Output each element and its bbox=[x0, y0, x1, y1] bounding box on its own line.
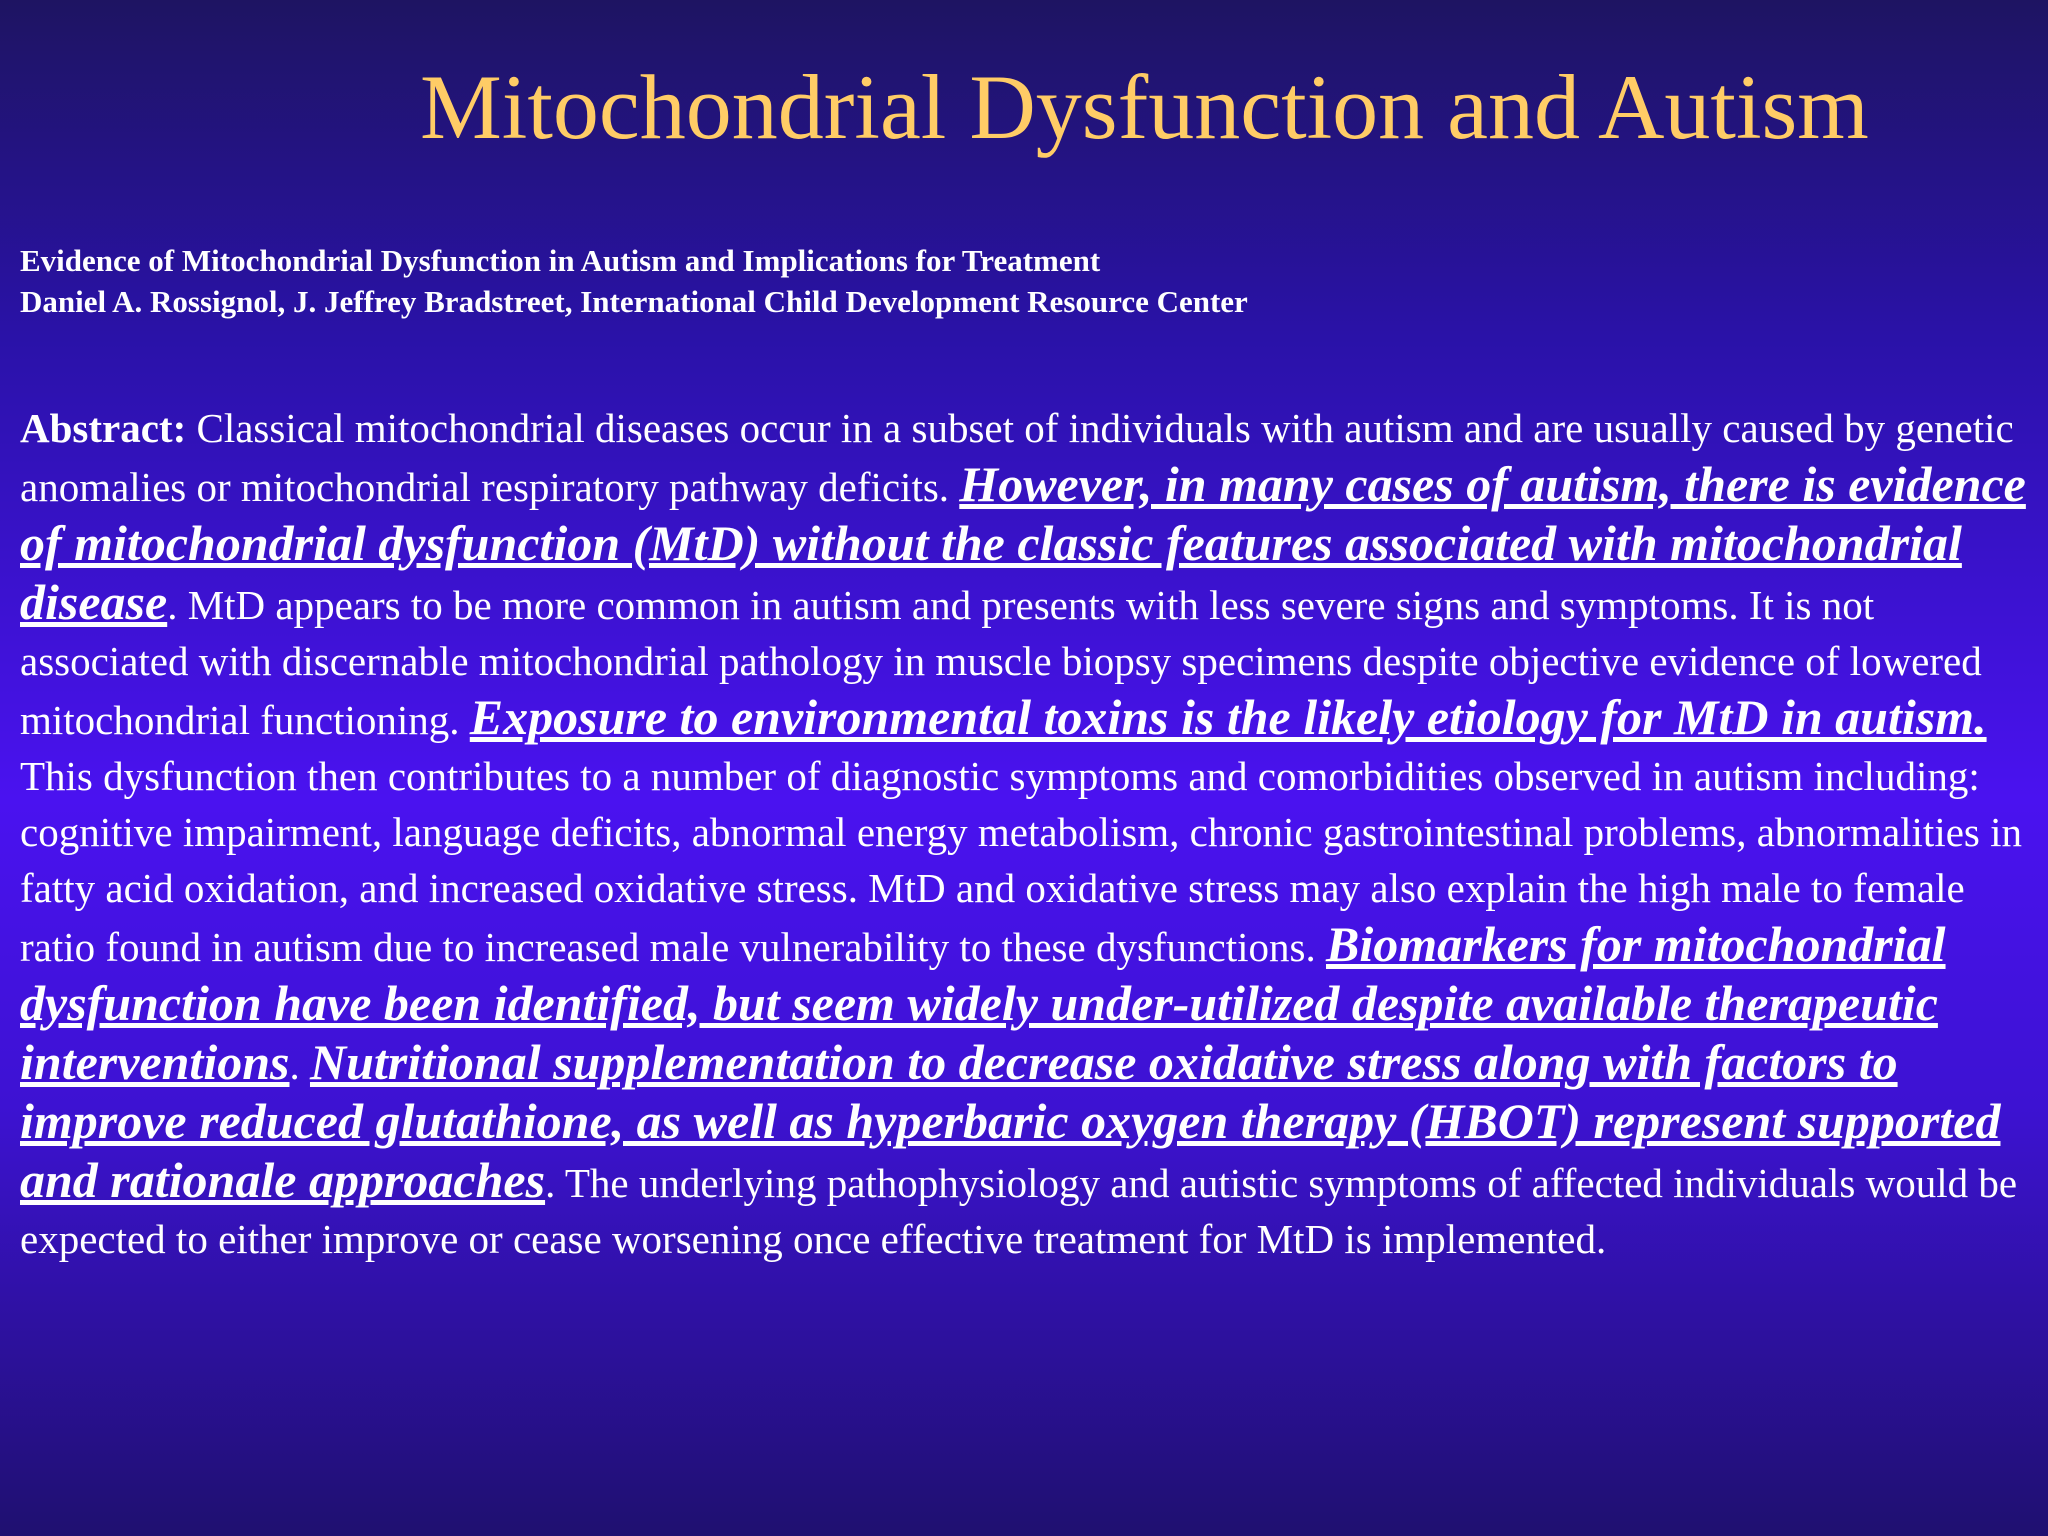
abstract-text-3: This dysfunction then contributes to a number of diagnostic symptoms and comorbidities observed in autism including: cognitive impairment, language deficits, abnormal energy metabolism, chronic gastrointestinal problems, abnormalities in fatty acid oxidation, and increased oxidative stress. MtD and oxidative stress may also explain the high male to female ratio found in autism due to increased male vulnerability to these dysfunctions. bbox=[20, 753, 2023, 970]
abstract-text-5: . The underlying pathophysiology and autistic symptoms of affected individuals would be expected to either improve or cease worsening once effective treatment for MtD is implemented. bbox=[20, 1160, 2018, 1262]
abstract-text-4: . bbox=[289, 1042, 310, 1088]
abstract-highlight-4: Nutritional supplementation to decrease oxidative stress along with factors to improve reduced glutathione, as well as hyperbaric oxygen therapy (HBOT) represent supported and rationale approaches bbox=[20, 1034, 2001, 1208]
abstract-highlight-2: Exposure to environmental toxins is the likely etiology for MtD in autism. bbox=[469, 689, 1987, 745]
citation-block bbox=[20, 240, 2020, 322]
abstract-highlight-3: Biomarkers for mitochondrial dysfunction have been identified, but seem widely under-utilized despite available therapeutic interventions bbox=[20, 916, 1946, 1090]
paper-title: Evidence of Mitochondrial Dysfunction in Autism and Implications for Treatment bbox=[20, 243, 1101, 278]
abstract-label: Abstract: bbox=[20, 405, 187, 451]
abstract-text-1: Classical mitochondrial diseases occur in a subset of individuals with autism and are usually caused by genetic anomalies or mitochondrial respiratory pathway deficits. bbox=[20, 405, 2014, 510]
paper-authors: Daniel A. Rossignol, J. Jeffrey Bradstreet, International Child Development Resource Center bbox=[20, 284, 1248, 319]
abstract-paragraph bbox=[20, 400, 2030, 1267]
slide-title: Mitochondrial Dysfunction and Autism bbox=[420, 56, 1869, 158]
abstract-highlight-1: However, in many cases of autism, there is evidence of mitochondrial dysfunction (MtD) without the classic features associated with mitochondrial disease bbox=[20, 456, 2026, 630]
abstract-text-2: . MtD appears to be more common in autism and presents with less severe signs and symptoms. It is not associated with discernable mitochondrial pathology in muscle biopsy specimens despite objective evidence of lowered mitochondrial functioning. bbox=[20, 582, 1982, 743]
